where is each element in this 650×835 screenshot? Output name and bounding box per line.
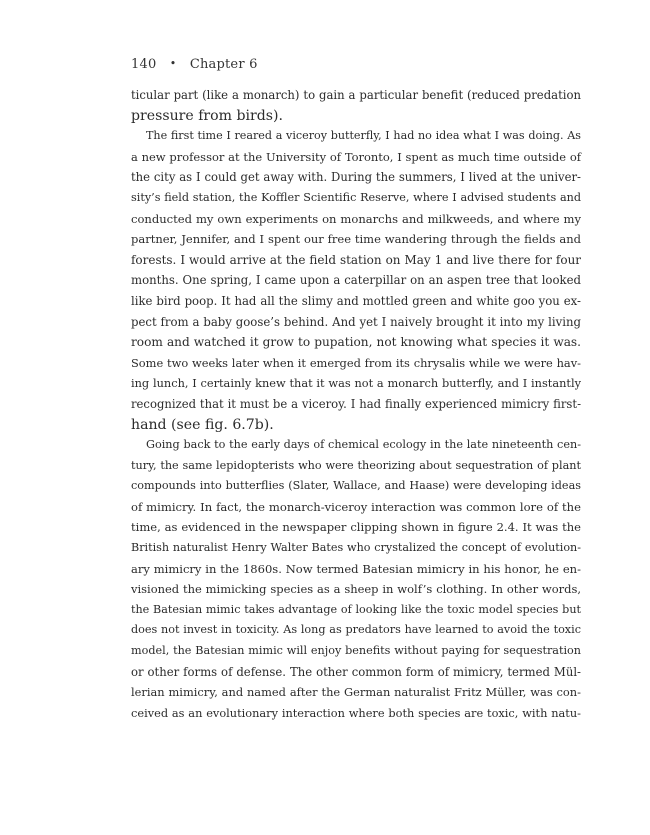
text-line: recognized that it must be a viceroy. I had finally experienced mimicry first- <box>131 396 581 411</box>
text-line: pressure from birds). <box>131 107 283 124</box>
body-text <box>131 85 581 723</box>
text-line: the city as I could get away with. During the summers, I lived at the univer- <box>131 170 581 185</box>
text-line: room and watched it grow to pupation, not knowing what species it was. <box>131 335 581 350</box>
text-line: the Batesian mimic takes advantage of looking like the toxic model species but <box>131 602 581 616</box>
text-line: months. One spring, I came upon a caterpillar on an aspen tree that looked <box>131 273 581 288</box>
text-line: ticular part (like a monarch) to gain a particular benefit (reduced predation <box>131 88 581 102</box>
text-line: lerian mimicry, and named after the German naturalist Fritz Müller, was con- <box>131 685 581 700</box>
text-line: Some two weeks later when it emerged from its chrysalis while we were hav- <box>131 355 581 370</box>
text-line: model, the Batesian mimic will enjoy benefits without paying for sequestration <box>131 644 581 658</box>
text-line: pect from a baby goose’s behind. And yet I naively brought it into my living <box>131 314 581 329</box>
text-line: ary mimicry in the 1860s. Now termed Batesian mimicry in his honor, he en- <box>131 561 581 576</box>
text-line: a new professor at the University of Toronto, I spent as much time outside of <box>131 149 581 164</box>
text-line: British naturalist Henry Walter Bates who crystalized the concept of evolution- <box>131 541 581 555</box>
text-line: forests. I would arrive at the field station on May 1 and live there for four <box>131 252 581 267</box>
text-line: sity’s field station, the Koffler Scientific Reserve, where I advised students and <box>131 190 581 204</box>
text-line: time, as evidenced in the newspaper clipping shown in figure 2.4. It was the <box>131 520 581 535</box>
text-line: ing lunch, I certainly knew that it was not a monarch butterfly, and I instantly <box>131 376 581 391</box>
text-line: ceived as an evolutionary interaction where both species are toxic, with natu- <box>131 705 581 720</box>
text-line: compounds into butterflies (Slater, Wallace, and Haase) were developing ideas <box>131 479 581 493</box>
text-line: of mimicry. In fact, the monarch-viceroy interaction was common lore of the <box>131 499 581 514</box>
header-separator: • <box>169 57 177 70</box>
text-line: does not invest in toxicity. As long as predators have learned to avoid the toxic <box>131 623 581 637</box>
text-line: hand (see fig. 6.7b). <box>131 416 274 433</box>
text-line: conducted my own experiments on monarchs and milkweeds, and where my <box>131 211 581 226</box>
text-line: The first time I reared a viceroy butterfly, I had no idea what I was doing. As <box>146 129 581 143</box>
chapter-title: Chapter 6 <box>189 57 258 72</box>
text-line: or other forms of defense. The other common form of mimicry, termed Mül- <box>131 664 581 679</box>
text-line: partner, Jennifer, and I spent our free time wandering through the fields and <box>131 232 581 247</box>
page-number: 140 <box>131 57 157 72</box>
running-head <box>131 57 258 72</box>
text-line: tury, the same lepidopterists who were theorizing about sequestration of plant <box>131 458 581 472</box>
text-line: Going back to the early days of chemical ecology in the late nineteenth cen- <box>146 438 581 452</box>
text-line: like bird poop. It had all the slimy and mottled green and white goo you ex- <box>131 293 581 308</box>
text-line: visioned the mimicking species as a sheep in wolf’s clothing. In other words, <box>131 582 581 597</box>
